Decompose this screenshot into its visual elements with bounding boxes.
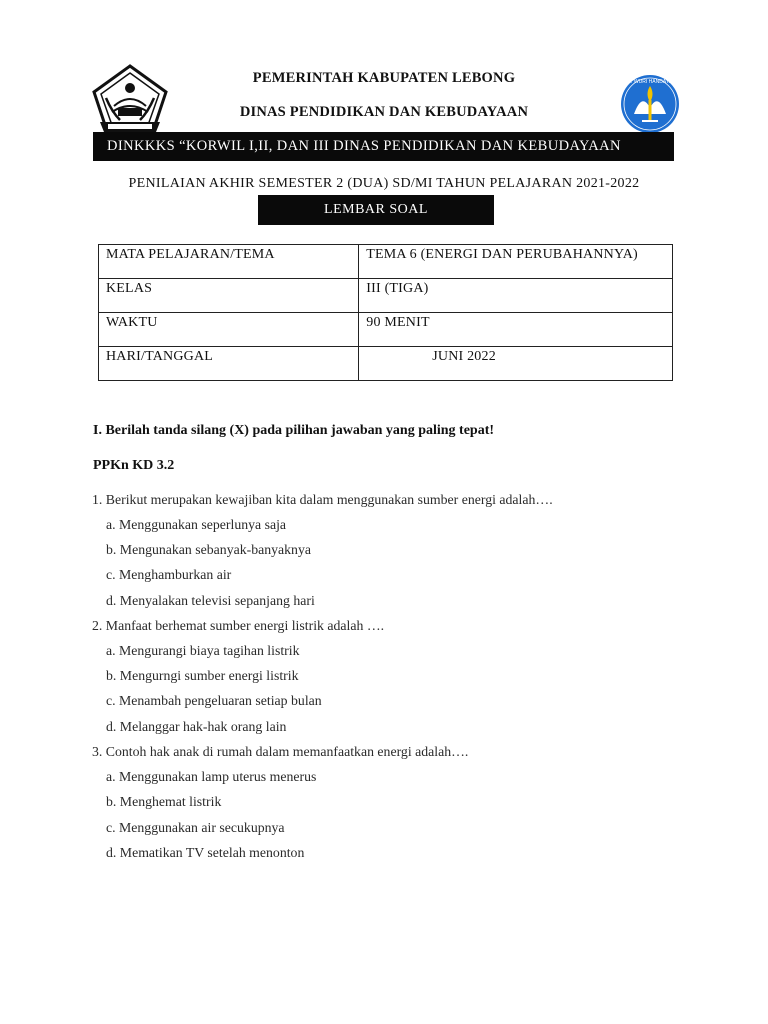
district-banner: DINKKKS “KORWIL I,II, DAN III DINAS PENDIDIKAN DAN KEBUDAYAAN [93,132,674,161]
question-3-option-c: c. Menggunakan air secukupnya [106,820,285,835]
question-3-option-d: d. Mematikan TV setelah menonton [106,845,305,860]
svg-text:TUT WURI HANDAYANI: TUT WURI HANDAYANI [622,79,678,85]
question-1-option-d: d. Menyalakan televisi sepanjang hari [106,593,315,608]
government-title: PEMERINTAH KABUPATEN LEBONG [252,70,516,86]
assessment-title: PENILAIAN AKHIR SEMESTER 2 (DUA) SD/MI TAHUN PELAJARAN 2021-2022 [128,176,640,191]
question-1-option-a: a. Menggunakan seperlunya saja [106,517,287,532]
info-value-class: III (TIGA) [359,279,673,313]
question-1-option-b: b. Mengunakan sebanyak-banyaknya [106,542,311,557]
info-value-time: 90 MENIT [359,313,673,347]
question-3-stem: 3. Contoh hak anak di rumah dalam memanfaatkan energi adalah…. [92,744,469,759]
section-label: PPKn KD 3.2 [93,458,175,473]
department-title: DINAS PENDIDIKAN DAN KEBUDAYAAN [239,104,529,120]
question-2-option-c: c. Menambah pengeluaran setiap bulan [106,693,322,708]
sheet-label: LEMBAR SOAL [258,195,494,225]
info-label-subject: MATA PELAJARAN/TEMA [99,245,359,279]
question-2-stem: 2. Manfaat berhemat sumber energi listrik adalah …. [92,618,385,633]
question-1-stem: 1. Berikut merupakan kewajiban kita dalam menggunakan sumber energi adalah…. [92,492,553,507]
question-2-option-a: a. Mengurangi biaya tagihan listrik [106,643,300,658]
instruction-text: I. Berilah tanda silang (X) pada pilihan jawaban yang paling tepat! [93,423,495,438]
question-1-option-c: c. Menghamburkan air [106,567,232,582]
table-row [99,347,673,381]
info-label-date: HARI/TANGGAL [99,347,359,381]
info-value-date: JUNI 2022 [359,347,673,381]
exam-info-table [98,244,673,381]
info-label-class: KELAS [99,279,359,313]
question-2-option-b: b. Mengurngi sumber energi listrik [106,668,299,683]
info-label-time: WAKTU [99,313,359,347]
question-2-option-d: d. Melanggar hak-hak orang lain [106,719,287,734]
question-3-option-b: b. Menghemat listrik [106,794,222,809]
table-row [99,245,673,279]
info-value-subject: TEMA 6 (ENERGI DAN PERUBAHANNYA) [359,245,673,279]
question-3-option-a: a. Menggunakan lamp uterus menerus [106,769,317,784]
table-row [99,313,673,347]
table-row [99,279,673,313]
